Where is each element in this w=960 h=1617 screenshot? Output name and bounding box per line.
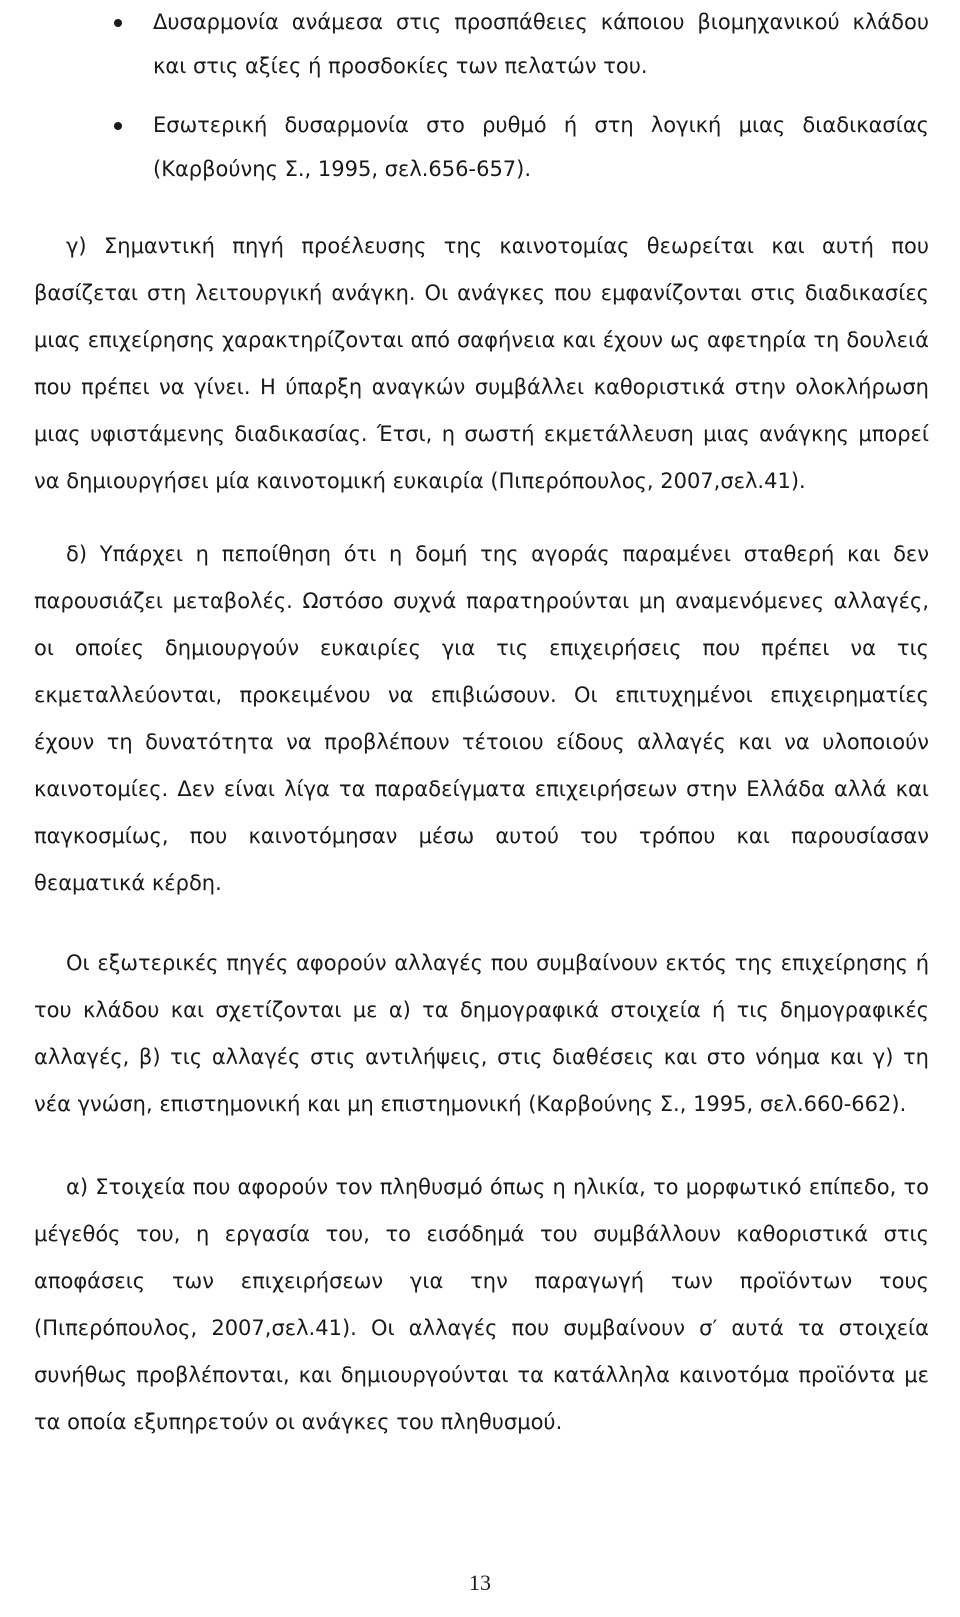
bullet-dot-icon [114, 19, 122, 27]
paragraph-market-structure: δ) Υπάρχει η πεποίθηση ότι η δομή της αγοράς παραμένει σταθερή και δεν παρουσιάζει μεταβολές. Ωστόσο συχνά παρατηρούνται μη αναμενόμενες αλλαγές, οι οποίες δημιουργούν ευκαιρίες για τις επιχειρήσεις που πρέπει να τις εκμεταλλεύονται, προκειμένου να επιβιώσουν. Οι επιτυχημένοι επιχειρηματίες έχουν τη δυνατότητα να προβλέπουν τέτοιου είδους αλλαγές και να υλοποιούν καινοτομίες. Δεν είναι λίγα τα παραδείγματα επιχειρήσεων στην Ελλάδα αλλά και παγκοσμίως, που καινοτόμησαν μέσω αυτού του τρόπου και παρουσίασαν θεαματικά κέρδη. [34, 542, 929, 895]
page-number: 13 [469, 1570, 491, 1595]
paragraph-external-sources: Οι εξωτερικές πηγές αφορούν αλλαγές που συμβαίνουν εκτός της επιχείρησης ή του κλάδου και σχετίζονται με α) τα δημογραφικά στοιχεία ή τις δημογραφικές αλλαγές, β) τις αλλαγές στις αντιλήψεις, στις διαθέσεις και στο νόημα και γ) τη νέα γνώση, επιστημονική και μη επιστημονική (Καρβούνης Σ., 1995, σελ.660-662). [34, 951, 929, 1116]
bullet-dot-icon [114, 122, 122, 130]
bullet-text: Δυσαρμονία ανάμεσα στις προσπάθειες κάποιου βιομηχανικού κλάδου και στις αξίες ή προσδοκίες των πελατών του. [153, 10, 929, 78]
paragraph-functional-need: γ) Σημαντική πηγή προέλευσης της καινοτομίας θεωρείται και αυτή που βασίζεται στη λειτουργική ανάγκη. Οι ανάγκες που εμφανίζονται στις διαδικασίες μιας επιχείρησης χαρακτηρίζονται από σαφήνεια και έχουν ως αφετηρία τη δουλειά που πρέπει να γίνει. Η ύπαρξη αναγκών συμβάλλει καθοριστικά στην ολοκλήρωση μιας υφιστάμενης διαδικασίας. Έτσι, η σωστή εκμετάλλευση μιας ανάγκης μπορεί να δημιουργήσει μία καινοτομική ευκαιρία (Πιπερόπουλος, 2007,σελ.41). [34, 234, 929, 493]
paragraph-demographics: α) Στοιχεία που αφορούν τον πληθυσμό όπως η ηλικία, το μορφωτικό επίπεδο, το μέγεθός του, η εργασία του, το εισόδημά του συμβάλλουν καθοριστικά στις αποφάσεις των επιχειρήσεων για την παραγωγή των προϊόντων τους (Πιπερόπουλος, 2007,σελ.41). Οι αλλαγές που συμβαίνουν σ′ αυτά τα στοιχεία συνήθως προβλέπονται, και δημιουργούνται τα κατάλληλα καινοτόμα προϊόντα με τα οποία εξυπηρετούν οι ανάγκες του πληθυσμού. [34, 1175, 929, 1434]
bullet-item [34, 0, 929, 88]
bullet-item [34, 103, 929, 191]
document-page [34, 0, 929, 1446]
bullet-text: Εσωτερική δυσαρμονία στο ρυθμό ή στη λογική μιας διαδικασίας (Καρβούνης Σ., 1995, σελ.656-657). [153, 113, 929, 181]
bullet-list [34, 0, 929, 191]
